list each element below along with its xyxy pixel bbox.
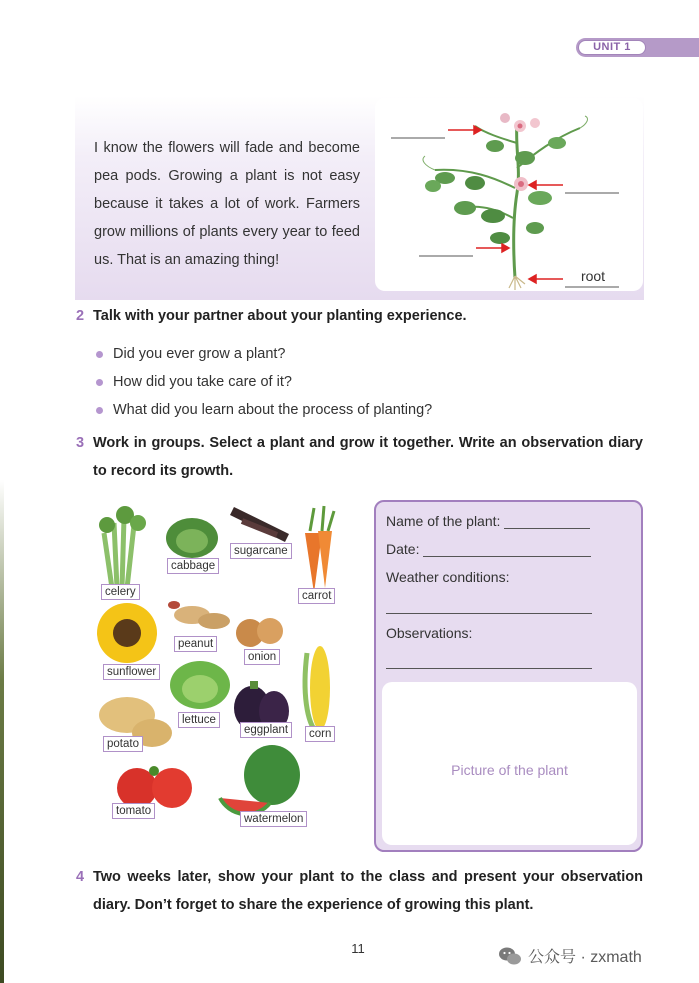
bullet-dot-icon [96, 379, 103, 386]
observations-blank[interactable] [386, 668, 592, 669]
list-item: Did you ever grow a plant? [96, 340, 432, 368]
sugarcane-label: sugarcane [230, 543, 292, 559]
question-2-bullets [96, 340, 432, 424]
sunflower-label: sunflower [103, 664, 160, 680]
lettuce-label: lettuce [178, 712, 220, 728]
cabbage-image [166, 518, 218, 558]
question-3-prompt: Work in groups. Select a plant and grow it together. Write an observation diary to record its growth. [93, 435, 643, 479]
question-4-prompt: Two weeks later, show your plant to the class and present your observation diary. Don’t forget to share the experience of growing this plant. [93, 869, 643, 913]
sugarcane-image [232, 511, 287, 538]
plant-name-blank[interactable] [504, 528, 590, 529]
onion-label: onion [244, 649, 280, 665]
page-edge-strip [0, 480, 4, 983]
corn-label: corn [305, 726, 335, 742]
list-item: What did you learn about the process of planting? [96, 396, 432, 424]
celery-image [99, 506, 146, 588]
bullet-dot-icon [96, 351, 103, 358]
celery-label: celery [101, 584, 140, 600]
page-number: 11 [351, 941, 365, 956]
weather-blank[interactable] [386, 613, 592, 614]
carrot-label: carrot [298, 588, 335, 604]
watermark-text: 公众号 · zxmath [528, 949, 642, 966]
question-2-number: 2 [76, 308, 85, 324]
plant-name-field[interactable]: Name of the plant: [386, 513, 590, 529]
potato-label: potato [103, 736, 143, 752]
cabbage-label: cabbage [167, 558, 219, 574]
pea-plant-diagram [375, 98, 643, 291]
tomato-image [117, 766, 192, 808]
story-text: I know the flowers will fade and become pea pods. Growing a plant is not easy because it takes a lot of work. Farmers grow millions of plants every year to feed us. That is an amazing thing! [94, 140, 360, 268]
question-2-prompt: Talk with your partner about your planting experience. [93, 308, 467, 324]
corn-image [305, 646, 330, 733]
root-label: root [580, 268, 606, 284]
lettuce-image [170, 661, 230, 709]
picture-label: Picture of the plant [451, 762, 568, 778]
bullet-dot-icon [96, 407, 103, 414]
peanut-image [168, 601, 230, 629]
list-item: How did you take care of it? [96, 368, 432, 396]
question-3-number: 3 [76, 435, 85, 451]
observations-label: Observations: [386, 625, 473, 641]
question-4-number: 4 [76, 869, 85, 885]
watermelon-image [220, 745, 300, 814]
weather-label: Weather conditions: [386, 569, 510, 585]
date-blank[interactable] [423, 556, 591, 557]
sunflower-image [97, 603, 157, 663]
watermark [498, 944, 642, 967]
onion-image [236, 618, 283, 647]
wechat-icon [498, 946, 522, 966]
unit-tab [576, 38, 699, 57]
date-field[interactable]: Date: [386, 541, 591, 557]
eggplant-label: eggplant [240, 722, 292, 738]
unit-label: UNIT 1 [578, 40, 646, 55]
carrot-image [305, 506, 334, 593]
watermelon-label: watermelon [240, 811, 307, 827]
peanut-label: peanut [174, 636, 217, 652]
tomato-label: tomato [112, 803, 155, 819]
